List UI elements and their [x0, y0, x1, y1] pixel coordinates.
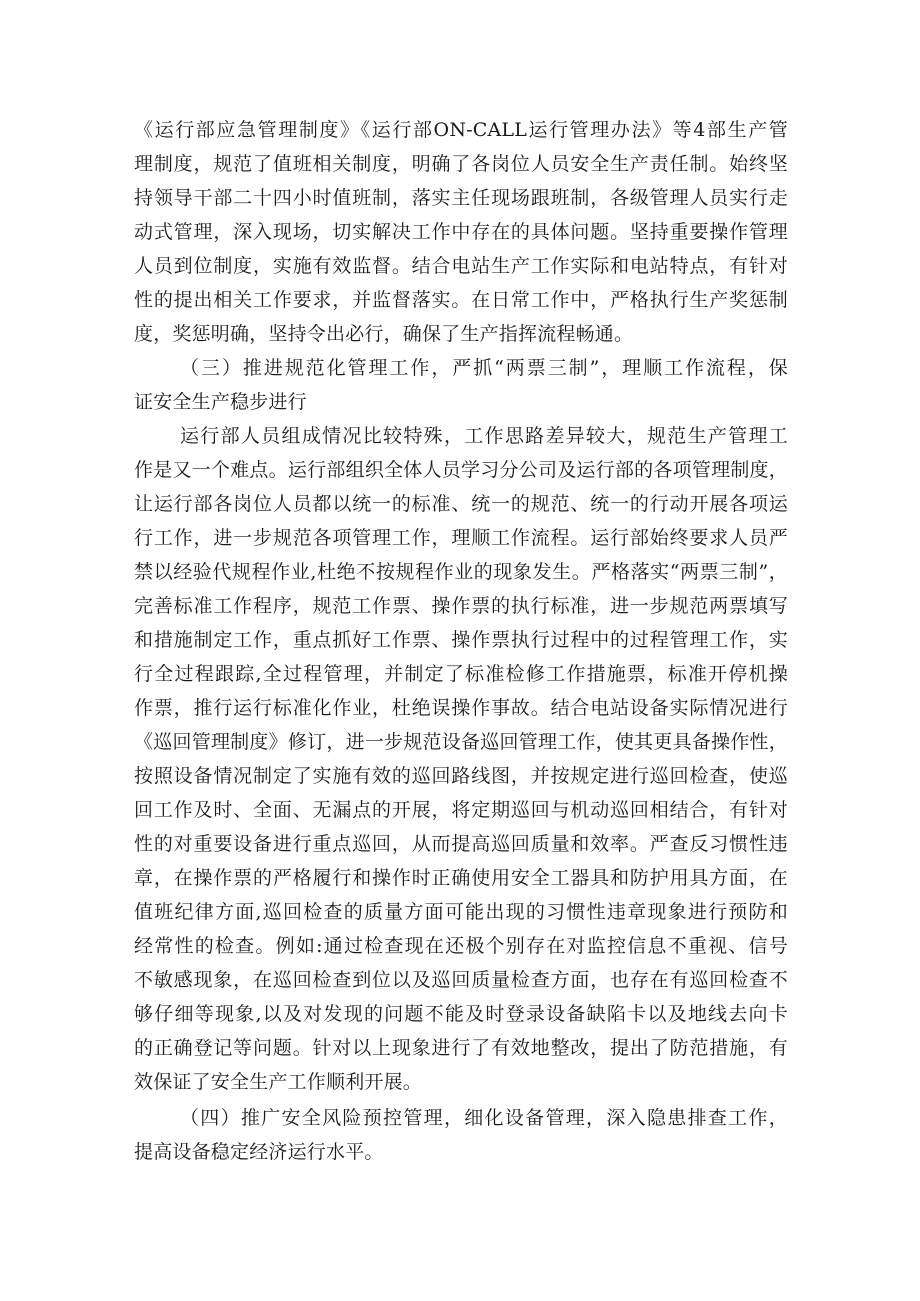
text-line: 的正确登记等问题。针对以上现象进行了有效地整改，提出了防范措施，有 — [134, 1037, 788, 1059]
text-line: 持领导干部二十四小时值班制，落实主任现场跟班制，各级管理人员实行走 — [134, 187, 788, 209]
text-line: 经常性的检查。例如:通过检查现在还极个别存在对监控信息不重视、信号 — [134, 935, 788, 957]
text-line: 人员到位制度，实施有效监督。结合电站生产工作实际和电站特点，有针对 — [134, 255, 788, 277]
text-line: 作是又一个难点。运行部组织全体人员学习分公司及运行部的各项管理制度， — [134, 459, 788, 481]
text-line: 性的提出相关工作要求，并监督落实。在日常工作中，严格执行生产奖惩制 — [134, 289, 788, 311]
text-line: 禁以经验代规程作业,杜绝不按规程作业的现象发生。严格落实“两票三制”， — [134, 561, 788, 583]
text-line: 不敏感现象，在巡回检查到位以及巡回质量检查方面，也存在有巡回检查不 — [134, 969, 788, 991]
text-line: 性的对重要设备进行重点巡回，从而提高巡回质量和效率。严查反习惯性违 — [134, 833, 788, 855]
text-line: 作票，推行运行标准化作业，杜绝误操作事故。结合电站设备实际情况进行 — [134, 697, 788, 719]
text-line: 度，奖惩明确，坚持令出必行，确保了生产指挥流程畅通。 — [134, 323, 634, 345]
text-line: 效保证了安全生产工作顺利开展。 — [134, 1071, 423, 1093]
text-line: 值班纪律方面,巡回检查的质量方面可能出现的习惯性违章现象进行预防和 — [134, 901, 788, 923]
text-line: 行全过程跟踪,全过程管理，并制定了标准检修工作措施票，标准开停机操 — [134, 663, 788, 685]
heading-line: 证安全生产稳步进行 — [134, 391, 307, 413]
text-line: 回工作及时、全面、无漏点的开展，将定期巡回与机动巡回相结合，有针对 — [134, 799, 788, 821]
text-line: 够仔细等现象,以及对发现的问题不能及时登录设备缺陷卡以及地线去向卡 — [134, 1003, 788, 1025]
text-line: 《运行部应急管理制度》《运行部ON-CALL运行管理办法》等4部生产管 — [134, 119, 788, 141]
text-line: 理制度，规范了值班相关制度，明确了各岗位人员安全生产责任制。始终坚 — [134, 153, 788, 175]
text-line: 行工作，进一步规范各项管理工作，理顺工作流程。运行部始终要求人员严 — [134, 527, 788, 549]
text-line: 和措施制定工作，重点抓好工作票、操作票执行过程中的过程管理工作，实 — [134, 629, 788, 651]
text-line: 章，在操作票的严格履行和操作时正确使用安全工器具和防护用具方面，在 — [134, 867, 788, 889]
heading-line: 提高设备稳定经济运行水平。 — [134, 1141, 384, 1163]
heading-line: （三）推进规范化管理工作，严抓“两票三制”，理顺工作流程，保 — [180, 357, 788, 379]
text-line: 运行部人员组成情况比较特殊，工作思路差异较大，规范生产管理工 — [180, 425, 788, 447]
text-line: 《巡回管理制度》修订，进一步规范设备巡回管理工作，使其更具备操作性， — [134, 731, 788, 753]
text-line: 动式管理，深入现场，切实解决工作中存在的具体问题。坚持重要操作管理 — [134, 221, 788, 243]
text-line: 让运行部各岗位人员都以统一的标准、统一的规范、统一的行动开展各项运 — [134, 493, 788, 515]
text-line: 完善标准工作程序，规范工作票、操作票的执行标准，进一步规范两票填写 — [134, 595, 788, 617]
text-line: 按照设备情况制定了实施有效的巡回路线图，并按规定进行巡回检查，使巡 — [134, 765, 788, 787]
heading-line: （四）推广安全风险预控管理，细化设备管理，深入隐患排查工作， — [180, 1107, 788, 1129]
